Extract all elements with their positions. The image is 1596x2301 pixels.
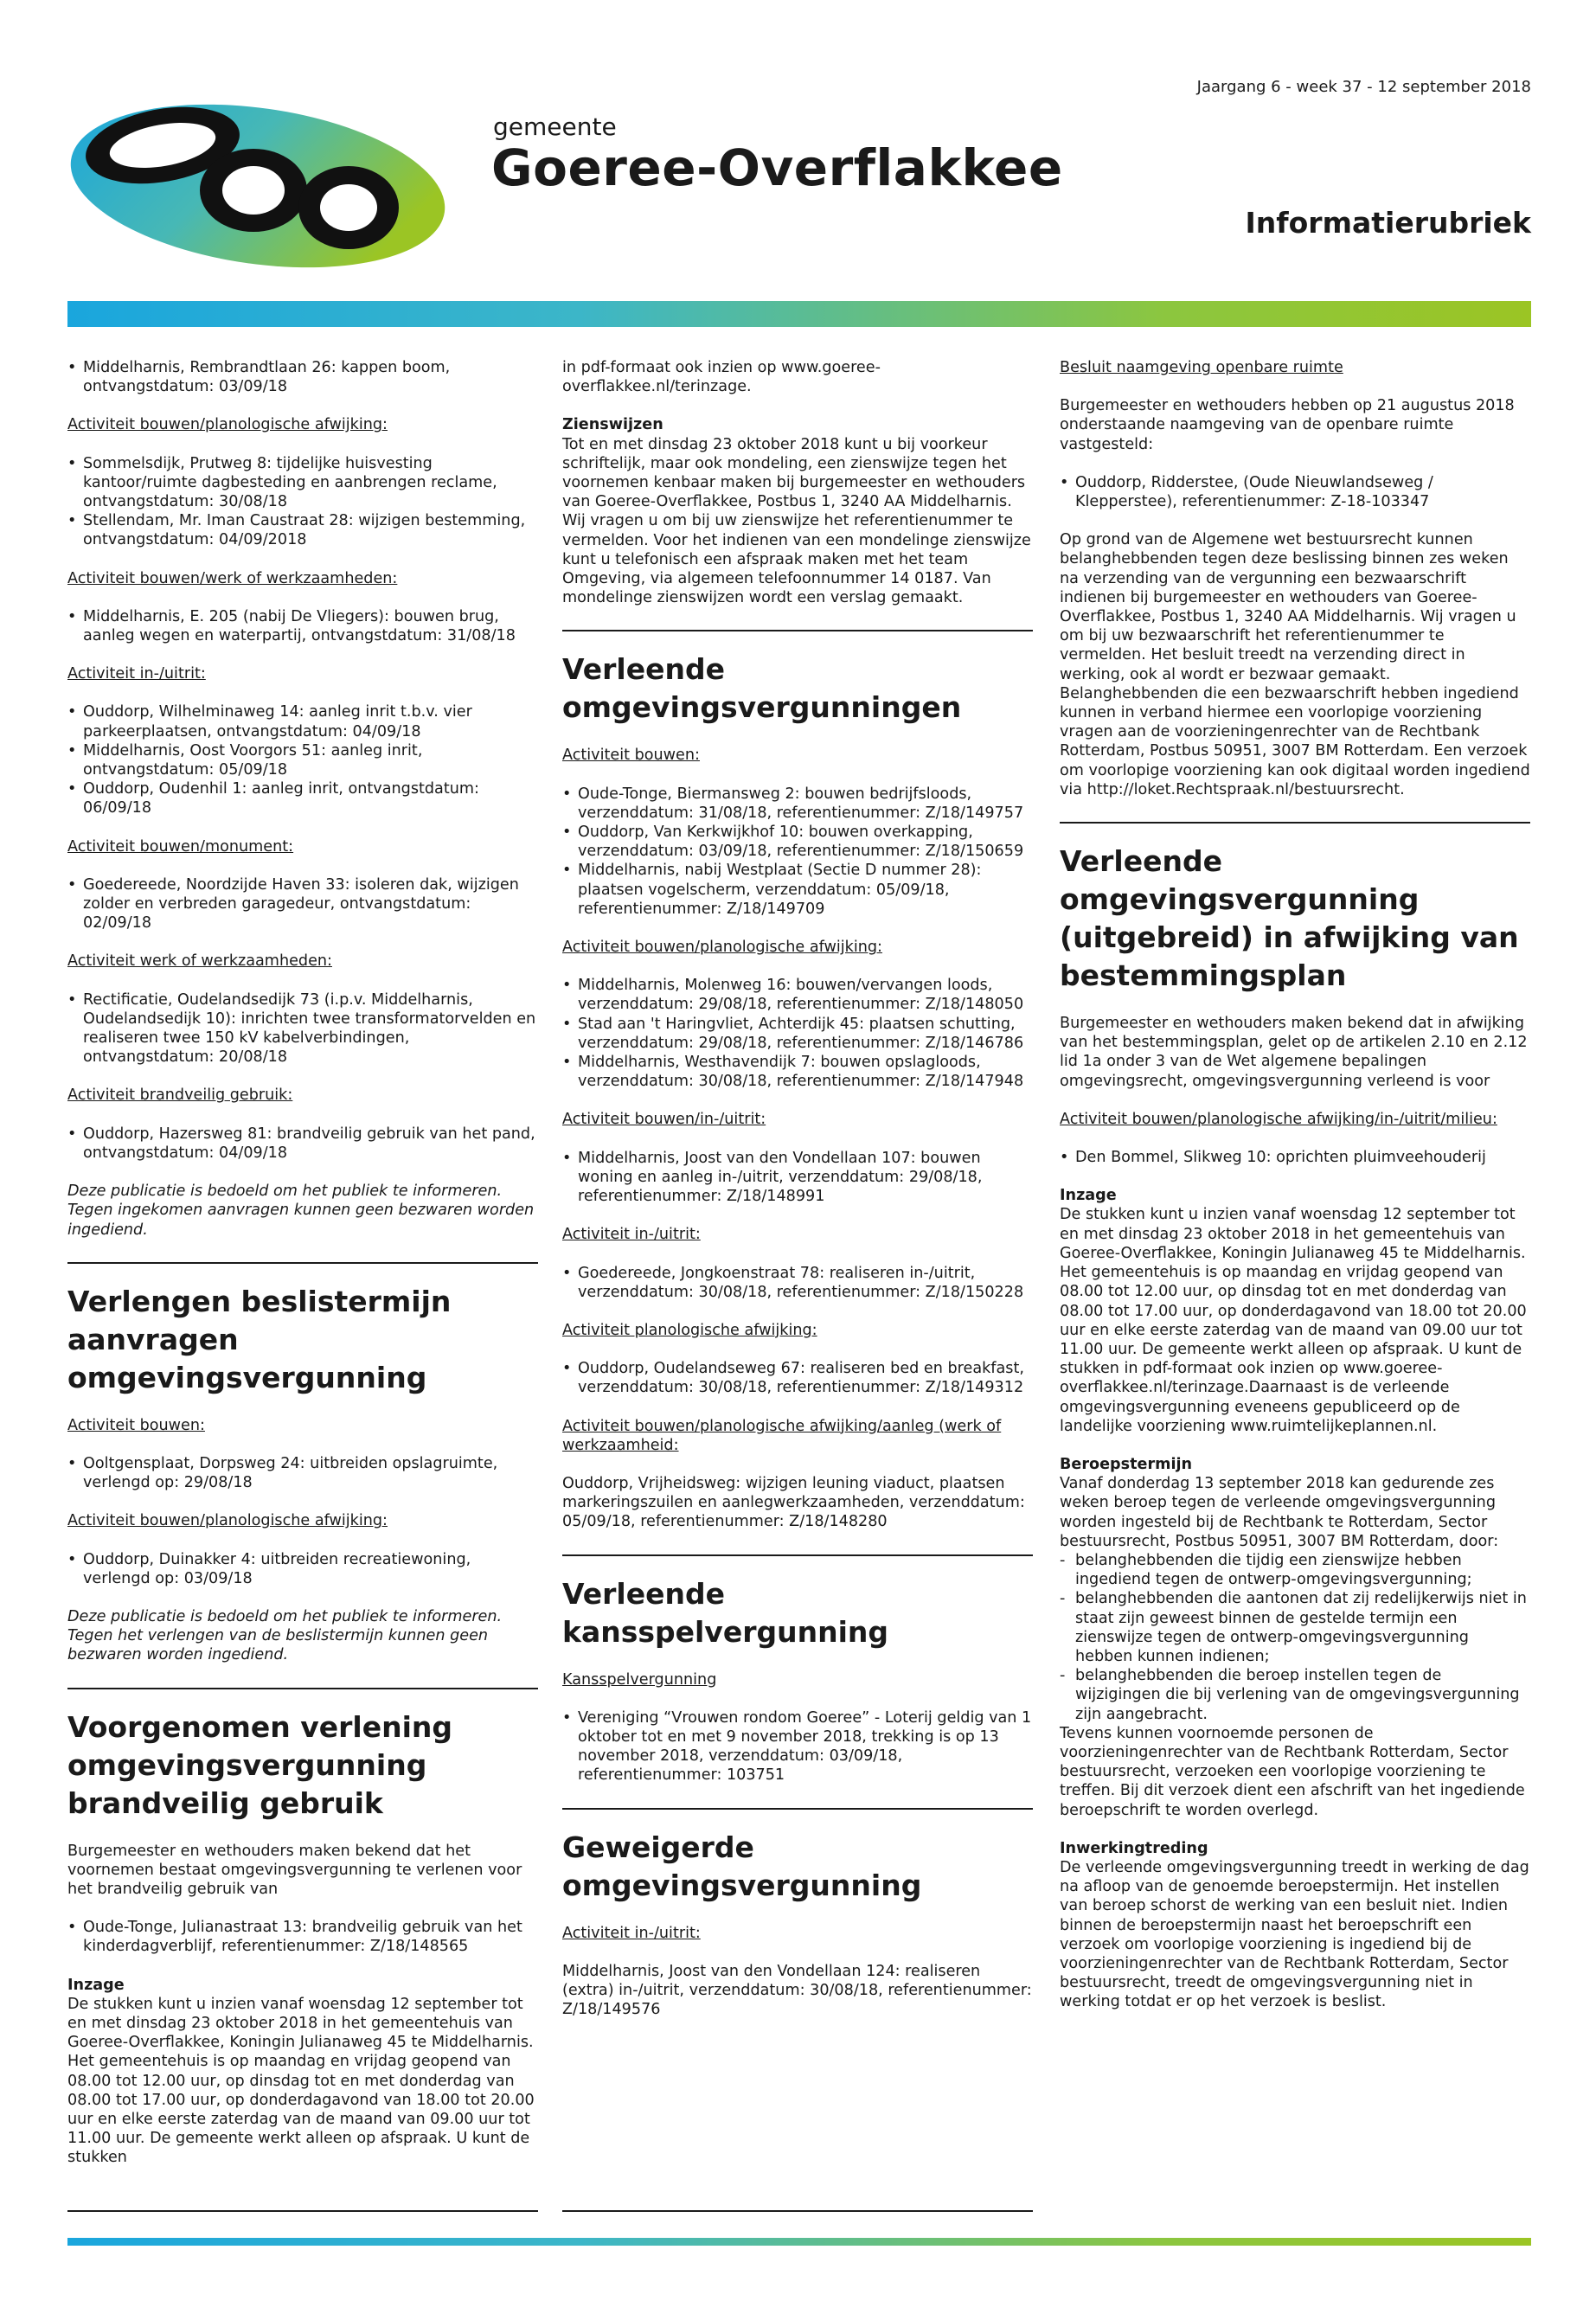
brand-title: Goeree-Overflakkee bbox=[491, 138, 1063, 197]
bullet-list bbox=[562, 1359, 1033, 1397]
list-item: • Den Bommel, Slikweg 10: oprichten pluimveehouderij bbox=[1060, 1148, 1530, 1167]
list-item: • Goedereede, Jongkoenstraat 78: realiseren in-/uitrit, verzenddatum: 30/08/18, referentienummer: Z/18/150228 bbox=[562, 1264, 1033, 1302]
bullet-list bbox=[67, 358, 538, 396]
list-item: • Middelharnis, E. 205 (nabij De Vliegers): bouwen brug, aanleg wegen en waterpartij, ontvangstdatum: 31/08/18 bbox=[67, 607, 538, 645]
section-divider bbox=[1060, 822, 1530, 824]
section-divider bbox=[67, 1262, 538, 1264]
bottom-gradient-bar bbox=[67, 2238, 1531, 2246]
bullet-list bbox=[562, 1149, 1033, 1207]
paragraph: Tot en met dinsdag 23 oktober 2018 kunt u bij voorkeur schriftelijk, maar ook mondeling, een zienswijze tegen het voornemen kenbaar maken bij burgemeester en wethouders van Goeree-Overflakkee, Postbus 1, 3240 AA Middelharnis. Wij vragen u om bij uw zienswijze het referentienummer te vermelden. Voor het indienen van een mondelinge zienswijze kunt u telefonisch een afspraak maken met het team Omgeving, via algemeen telefoonnummer 14 0187. Van mondelinge zienswijzen wordt een verslag gemaakt. bbox=[562, 435, 1031, 607]
list-item: • Stad aan 't Haringvliet, Achterdijk 45: plaatsen schutting, verzenddatum: 29/08/18, referentienummer: Z/18/146786 bbox=[562, 1015, 1033, 1053]
beroep-label: Beroepstermijn bbox=[1060, 1455, 1193, 1473]
bullet-list bbox=[562, 1264, 1033, 1302]
section-heading: Activiteit bouwen/planologische afwijking/aanleg (werk of werkzaamheid: bbox=[562, 1417, 1002, 1454]
bullet-list bbox=[67, 875, 538, 933]
section-heading: Activiteit bouwen/planologische afwijking: bbox=[67, 1512, 388, 1530]
dash-list bbox=[1060, 1551, 1530, 1724]
list-item: • Middelharnis, Oost Voorgors 51: aanleg inrit, ontvangstdatum: 05/09/18 bbox=[67, 741, 538, 779]
section-title: Verleende kansspelvergunning bbox=[562, 1576, 889, 1649]
paragraph: Burgemeester en wethouders hebben op 21 augustus 2018 onderstaande naamgeving van de openbare ruimte vastgesteld: bbox=[1060, 397, 1515, 453]
bullet-list bbox=[1060, 473, 1530, 511]
column-end-rule bbox=[562, 2210, 1033, 2212]
section-heading: Activiteit bouwen/werk of werkzaamheden: bbox=[67, 569, 398, 587]
section-heading: Kansspelvergunning bbox=[562, 1670, 717, 1689]
list-item: • Middelharnis, Molenweg 16: bouwen/vervangen loods, verzenddatum: 29/08/18, referentienummer: Z/18/148050 bbox=[562, 976, 1033, 1014]
bullet-list bbox=[67, 702, 538, 817]
publication-note: Deze publicatie is bedoeld om het publiek te informeren. Tegen het verlengen van de beslistermijn kunnen geen bezwaren worden ingediend. bbox=[67, 1607, 503, 1664]
section-heading: Activiteit bouwen/planologische afwijking/in-/uitrit/milieu: bbox=[1060, 1110, 1497, 1128]
section-heading: Activiteit bouwen: bbox=[562, 747, 700, 765]
paragraph: De stukken kunt u inzien vanaf woensdag 12 september tot en met dinsdag 23 oktober 2018 in het gemeentehuis van Goeree-Overflakkee, Koningin Julianaweg 45 te Middelharnis. Het gemeentehuis is op maandag en vrijdag geopend van 08.00 tot 12.00 uur, op dinsdag tot en met donderdag van 08.00 tot 17.00 uur, op donderdagavond van 18.00 tot 20.00 uur en elke eerste zaterdag van de maand van 09.00 uur tot 11.00 uur. De gemeente werkt alleen op afspraak. U kunt de stukken bbox=[67, 1995, 535, 2167]
list-item: • Ouddorp, Wilhelminaweg 14: aanleg inrit t.b.v. vier parkeerplaatsen, ontvangstdatum: 04/09/18 bbox=[67, 702, 538, 740]
list-item: - belanghebbenden die aantonen dat zij redelijkerwijs niet in staat zijn geweest binnen de gestelde termijn een zienswijze tegen de ontwerp-omgevingsvergunning hebben kunnen indienen; bbox=[1060, 1589, 1530, 1666]
section-title: Verleende omgevingsvergunningen bbox=[562, 652, 962, 725]
section-heading: Activiteit bouwen/monument: bbox=[67, 837, 294, 856]
list-item: • Middelharnis, Rembrandtlaan 26: kappen boom, ontvangstdatum: 03/09/18 bbox=[67, 358, 538, 396]
paragraph: in pdf-formaat ook inzien op www.goeree-overflakkee.nl/terinzage. bbox=[562, 359, 881, 396]
bullet-list bbox=[67, 1125, 538, 1163]
column-3 bbox=[1060, 358, 1530, 2031]
section-heading: Activiteit bouwen/planologische afwijking: bbox=[562, 939, 882, 957]
inzage-label: Inzage bbox=[1060, 1187, 1117, 1205]
section-heading: Activiteit werk of werkzaamheden: bbox=[67, 952, 332, 971]
list-item: - belanghebbenden die beroep instellen tegen de wijzigingen die bij verlening van de omgevingsvergunning zijn aangebracht. bbox=[1060, 1666, 1530, 1724]
section-heading: Activiteit bouwen: bbox=[67, 1416, 205, 1434]
paragraph: Ouddorp, Vrijheidsweg: wijzigen leuning viaduct, plaatsen markeringszuilen en aanlegwerkzaamheden, verzenddatum: 05/09/18, referentienummer: Z/18/148280 bbox=[562, 1474, 1025, 1531]
paragraph: Vanaf donderdag 13 september 2018 kan gedurende zes weken beroep tegen de verleende omgevingsvergunning worden ingesteld bij de Rechtbank te Rotterdam, Sector bestuursrecht, Postbus 50951, 3007 BM Rotterdam, door: bbox=[1060, 1475, 1499, 1550]
paragraph: De stukken kunt u inzien vanaf woensdag 12 september tot en met dinsdag 23 oktober 2018 in het gemeentehuis van Goeree-Overflakkee, Koningin Julianaweg 45 te Middelharnis. Het gemeentehuis is op maandag en vrijdag geopend van 08.00 tot 12.00 uur, op dinsdag tot en met donderdag van 08.00 tot 17.00 uur, op donderdagavond van 18.00 tot 20.00 uur en elke eerste zaterdag van de maand van 09.00 uur tot 11.00 uur. De gemeente werkt alleen op afspraak. U kunt de stukken in pdf-formaat ook inzien op www.goeree-overflakkee.nl/terinzage.Daarnaast is de verleende omgevingsvergunning eveneens gepubliceerd op de landelijke voorziening www.ruimtelijkeplannen.nl. bbox=[1060, 1206, 1527, 1435]
paragraph: Burgemeester en wethouders maken bekend dat in afwijking van het bestemmingsplan, gelet op de artikelen 2.10 en 2.12 lid 1a onder 3 van de Wet algemene bepalingen omgevingsrecht, omgevingsvergunning verleend is voor bbox=[1060, 1015, 1528, 1090]
section-title: Verlengen beslistermijn aanvragen omgevingsvergunning bbox=[67, 1284, 452, 1394]
section-divider bbox=[562, 630, 1033, 631]
bullet-list bbox=[1060, 1148, 1530, 1167]
section-heading: Activiteit brandveilig gebruik: bbox=[67, 1086, 293, 1105]
list-item: • Ouddorp, Hazersweg 81: brandveilig gebruik van het pand, ontvangstdatum: 04/09/18 bbox=[67, 1125, 538, 1163]
inwerkingtreding-label: Inwerkingtreding bbox=[1060, 1839, 1208, 1857]
section-heading: Activiteit bouwen/planologische afwijking: bbox=[67, 416, 388, 434]
list-item: • Rectificatie, Oudelandsedijk 73 (i.p.v. Middelharnis, Oudelandsedijk 10): inrichten twee transformatorvelden en realiseren twee 150 kV kabelverbindingen, ontvangstdatum: 20/08/18 bbox=[67, 990, 538, 1067]
bullet-list bbox=[67, 454, 538, 550]
bullet-list bbox=[67, 1918, 538, 1956]
list-item: - belanghebbenden die tijdig een zienswijze hebben ingediend tegen de ontwerp-omgevingsvergunning; bbox=[1060, 1551, 1530, 1589]
section-heading: Activiteit in-/uitrit: bbox=[562, 1924, 701, 1942]
bullet-list bbox=[67, 1454, 538, 1492]
bullet-list bbox=[562, 976, 1033, 1091]
top-gradient-bar bbox=[67, 301, 1531, 327]
column-1 bbox=[67, 358, 538, 2187]
list-item: • Oude-Tonge, Julianastraat 13: brandveilig gebruik van het kinderdagverblijf, referentienummer: Z/18/148565 bbox=[67, 1918, 538, 1956]
list-item: • Sommelsdijk, Prutweg 8: tijdelijke huisvesting kantoor/ruimte dagbesteding en aanbrengen reclame, ontvangstdatum: 30/08/18 bbox=[67, 454, 538, 512]
paragraph: De verleende omgevingsvergunning treedt in werking de dag na afloop van de genoemde beroepstermijn. Het instellen van beroep schorst de werking van een besluit niet. Indien binnen de beroepstermijn naast het beroepschrift een verzoek om voorlopige voorziening is ingediend bij de voorzieningenrechter van de Rechtbank Rotterdam, Sector bestuursrecht, treedt de omgevingsvergunning niet in werking totdat er op het verzoek is beslist. bbox=[1060, 1858, 1529, 2011]
list-item: • Middelharnis, Joost van den Vondellaan 107: bouwen woning en aanleg in-/uitrit, verzenddatum: 29/08/18, referentienummer: Z/18/148991 bbox=[562, 1149, 1033, 1207]
list-item: • Vereniging “Vrouwen rondom Goeree” - Loterij geldig van 1 oktober tot en met 9 november 2018, trekking is op 13 november 2018, verzenddatum: 03/09/18, referentienummer: 103751 bbox=[562, 1708, 1033, 1785]
zienswijzen-label: Zienswijzen bbox=[562, 416, 663, 434]
section-title: Geweigerde omgevingsvergunning bbox=[562, 1830, 922, 1902]
bullet-list bbox=[67, 607, 538, 645]
paragraph: Middelharnis, Joost van den Vondellaan 124: realiseren (extra) in-/uitrit, verzenddatum: 30/08/18, referentienummer: Z/18/149576 bbox=[562, 1962, 1032, 2019]
paragraph: Op grond van de Algemene wet bestuursrecht kunnen belanghebbenden tegen deze beslissing binnen zes weken na verzending van de vergunning een bezwaarschrift indienen bij burgemeester en wethouders van Goeree-Overflakkee, Postbus 1, 3240 AA Middelharnis. Wij vragen u om bij uw bezwaarschrift het referentienummer te vermelden. Het besluit treedt na verzending direct in werking, ook al wordt er bezwaar gemaakt. Belanghebbenden die een bezwaarschrift hebben ingediend kunnen in verband hiermee een voorlopige voorziening vragen aan de voorzieningenrechter van de Rechtbank Rotterdam, Postbus 50951, 3007 BM Rotterdam. Een verzoek om voorlopige voorziening kan ook digitaal worden ingediend via http://loket.Rechtspraak.nl/bestuursrecht. bbox=[1060, 531, 1530, 798]
section-divider bbox=[67, 1688, 538, 1689]
list-item: • Goedereede, Noordzijde Haven 33: isoleren dak, wijzigen zolder en verbreden garagedeur, ontvangstdatum: 02/09/18 bbox=[67, 875, 538, 933]
column-end-rule bbox=[67, 2210, 538, 2212]
bullet-list bbox=[562, 785, 1033, 919]
section-heading: Activiteit in-/uitrit: bbox=[67, 665, 206, 683]
publication-note: Deze publicatie is bedoeld om het publiek te informeren. Tegen ingekomen aanvragen kunnen geen bezwaren worden ingediend. bbox=[67, 1183, 535, 1239]
list-item: • Stellendam, Mr. Iman Caustraat 28: wijzigen bestemming, ontvangstdatum: 04/09/2018 bbox=[67, 511, 538, 549]
brand-subtitle: gemeente bbox=[493, 112, 617, 141]
section-title: Voorgenomen verlening omgevingsvergunning brandveilig gebruik bbox=[67, 1709, 453, 1820]
list-item: • Ouddorp, Oudelandseweg 67: realiseren bed en breakfast, verzenddatum: 30/08/18, referentienummer: Z/18/149312 bbox=[562, 1359, 1033, 1397]
gemeente-logo bbox=[67, 78, 448, 285]
list-item: • Oude-Tonge, Biermansweg 2: bouwen bedrijfsloods, verzenddatum: 31/08/18, referentienummer: Z/18/149757 bbox=[562, 785, 1033, 823]
bullet-list bbox=[67, 990, 538, 1067]
section-heading: Activiteit bouwen/in-/uitrit: bbox=[562, 1111, 766, 1129]
list-item: • Ouddorp, Duinakker 4: uitbreiden recreatiewoning, verlengd op: 03/09/18 bbox=[67, 1550, 538, 1588]
bullet-list bbox=[67, 1550, 538, 1588]
list-item: • Ouddorp, Ridderstee, (Oude Nieuwlandseweg / Klepperstee), referentienummer: Z-18-103347 bbox=[1060, 473, 1530, 511]
section-title: Verleende omgevingsvergunning (uitgebreid) in afwijking van bestemmingsplan bbox=[1060, 844, 1519, 993]
paragraph: Burgemeester en wethouders maken bekend dat het voornemen bestaat omgevingsvergunning te verlenen voor het brandveilig gebruik van bbox=[67, 1842, 522, 1898]
list-item: • Ouddorp, Oudenhil 1: aanleg inrit, ontvangstdatum: 06/09/18 bbox=[67, 779, 538, 817]
list-item: • Middelharnis, nabij Westplaat (Sectie D nummer 28): plaatsen vogelscherm, verzenddatum: 05/09/18, referentienummer: Z/18/149709 bbox=[562, 861, 1033, 919]
edition-line: Jaargang 6 - week 37 - 12 september 2018 bbox=[1196, 78, 1531, 96]
list-item: • Middelharnis, Westhavendijk 7: bouwen opslagloods, verzenddatum: 30/08/18, referentienummer: Z/18/147948 bbox=[562, 1053, 1033, 1091]
bullet-list bbox=[562, 1708, 1033, 1785]
section-heading: Activiteit in-/uitrit: bbox=[562, 1226, 701, 1244]
section-heading: Activiteit planologische afwijking: bbox=[562, 1321, 817, 1339]
rubric-title: Informatierubriek bbox=[1245, 206, 1531, 240]
paragraph: Tevens kunnen voornoemde personen de voorzieningenrechter van de Rechtbank Rotterdam, Sector bestuursrecht, verzoeken een voorlopige voorziening te treffen. Bij dit verzoek dient een afschrift van het ingediende beroepschrift te worden overlegd. bbox=[1060, 1724, 1525, 1819]
column-2 bbox=[562, 358, 1033, 2038]
section-heading: Besluit naamgeving openbare ruimte bbox=[1060, 359, 1343, 376]
list-item: • Ouddorp, Van Kerkwijkhof 10: bouwen overkapping, verzenddatum: 03/09/18, referentienummer: Z/18/150659 bbox=[562, 823, 1033, 861]
list-item: • Ooltgensplaat, Dorpsweg 24: uitbreiden opslagruimte, verlengd op: 29/08/18 bbox=[67, 1454, 538, 1492]
section-divider bbox=[562, 1808, 1033, 1810]
inzage-label: Inzage bbox=[67, 1976, 125, 1994]
section-divider bbox=[562, 1554, 1033, 1556]
